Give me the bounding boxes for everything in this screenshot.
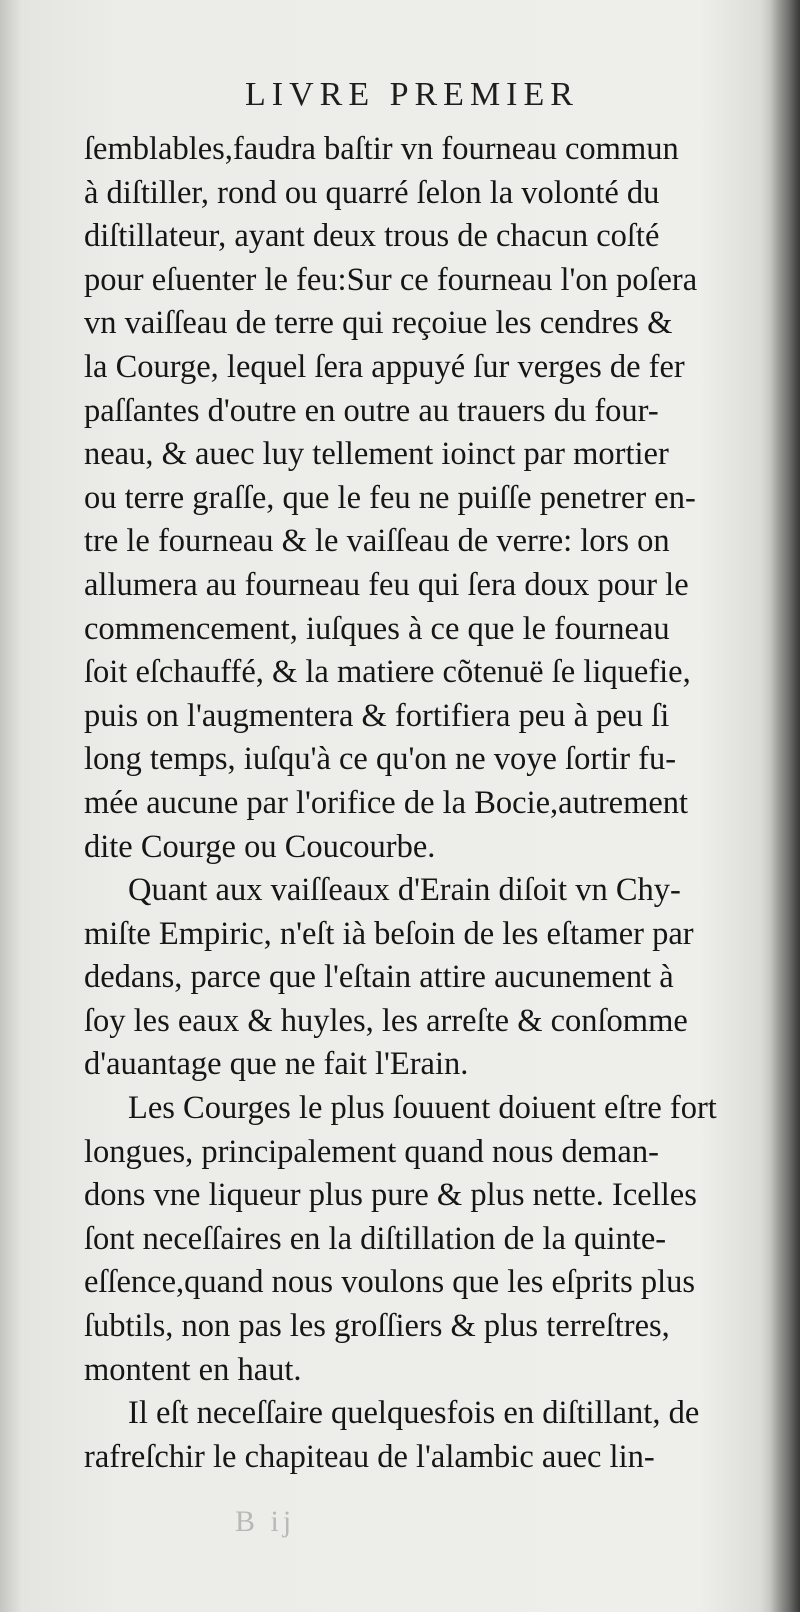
text-line: allumera au fourneau feu qui ſera doux pour le <box>84 566 689 603</box>
text-line: rafreſchir le chapiteau de l'alambic auec lin- <box>84 1438 655 1475</box>
text-line: ou terre graſſe, que le feu ne puiſſe penetrer en- <box>84 479 696 516</box>
text-line: ſubtils, non pas les groſſiers & plus terreſtres, <box>84 1308 670 1345</box>
text-line: mée aucune par l'orifice de la Bocie,autrement <box>84 784 689 821</box>
text-line: paſſantes d'outre en outre au trauers du four- <box>84 392 659 429</box>
text-line: vn vaiſſeau de terre qui reçoiue les cendres & <box>84 305 673 342</box>
text-line: long temps, iuſqu'à ce qu'on ne voye ſortir fu- <box>84 741 677 778</box>
text-line: dedans, parce que l'eſtain attire aucunement à <box>84 959 674 996</box>
text-line: ſoy les eaux & huyles, les arreſte & conſomme <box>84 1002 688 1039</box>
text-line: Quant aux vaiſſeaux d'Erain diſoit vn Chy- <box>128 872 681 909</box>
text-line: diſtillateur, ayant deux trous de chacun coſté <box>84 218 660 255</box>
text-line: Il eſt neceſſaire quelquesfois en diſtillant, de <box>128 1395 700 1432</box>
text-line: neau, & auec luy tellement ioinct par mortier <box>84 436 669 473</box>
text-line: tre le fourneau & le vaiſſeau de verre: lors on <box>84 523 670 560</box>
text-line: puis on l'augmentera & fortifiera peu à peu ſi <box>84 697 670 734</box>
body-text <box>84 128 784 1479</box>
text-line: commencement, iuſques à ce que le fourneau <box>84 610 670 647</box>
text-line: miſte Empiric, n'eſt ià beſoin de les eſtamer par <box>84 915 694 952</box>
signature-mark: B ij <box>235 1505 296 1538</box>
text-line: eſſence,quand nous voulons que les eſprits plus <box>84 1264 696 1301</box>
text-line: montent en haut. <box>84 1351 302 1388</box>
page-gutter-shadow <box>770 0 800 1612</box>
text-line: ſemblables,faudra baſtir vn fourneau commun <box>84 131 679 167</box>
text-line: d'auantage que ne fait l'Erain. <box>84 1046 469 1083</box>
text-line: ſont neceſſaires en la diſtillation de la quinte- <box>84 1220 667 1257</box>
text-line: à diſtiller, rond ou quarré ſelon la volonté du <box>84 174 660 211</box>
text-line: la Courge, lequel ſera appuyé ſur verges de fer <box>84 348 685 385</box>
text-line: dite Courge ou Coucourbe. <box>84 828 436 865</box>
text-line: longues, principalement quand nous deman- <box>84 1133 659 1170</box>
text-line: dons vne liqueur plus pure & plus nette. Icelles <box>84 1177 697 1214</box>
running-head: LIVRE PREMIER <box>245 76 579 113</box>
text-line: ſoit eſchauffé, & la matiere cõtenuë ſe liquefie, <box>84 654 691 691</box>
text-line: pour eſuenter le feu:Sur ce fourneau l'on poſera <box>84 261 698 298</box>
text-line: Les Courges le plus ſouuent doiuent eſtre fort <box>128 1090 717 1127</box>
